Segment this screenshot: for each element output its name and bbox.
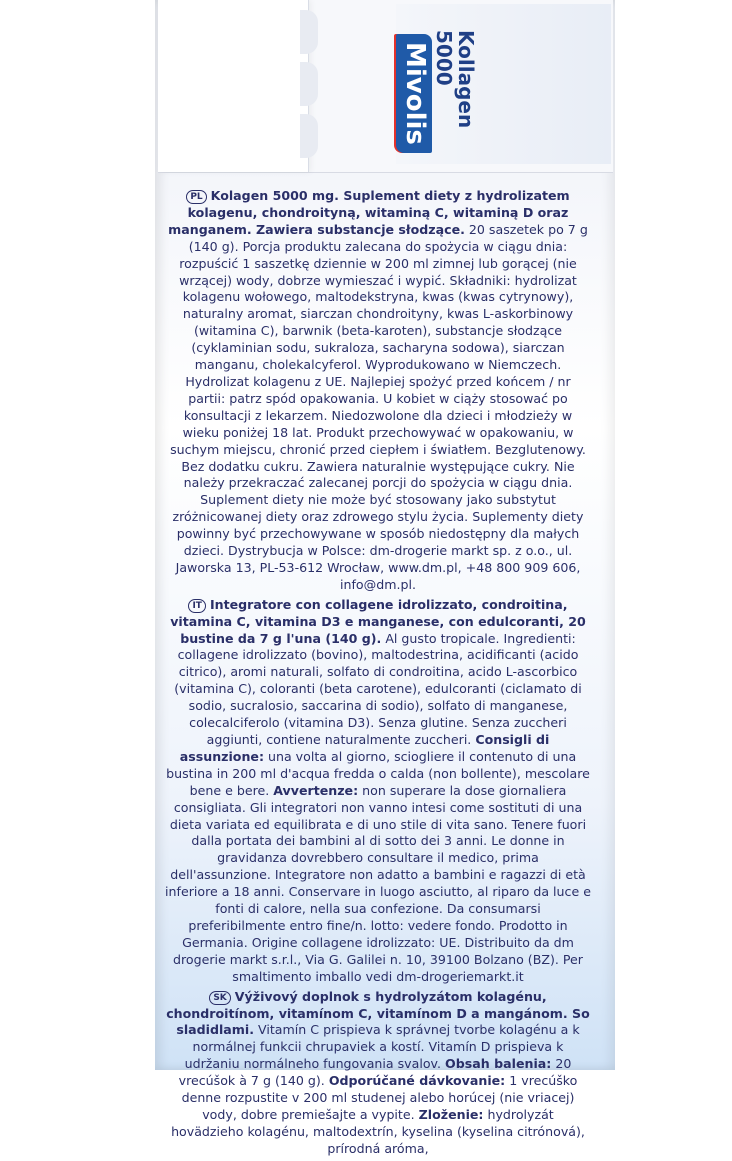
sk-body-2: 20 vrecúšok à 7 g (140 g). (178, 1056, 572, 1089)
pl-heading: Kolagen 5000 mg. Suplement diety z hydrolizatem kolagenu, chondroityną, witaminą C, witaminą D oraz manganem. Zawiera substancje słodzące. (168, 188, 570, 237)
brand-logo (392, 34, 432, 154)
sk-body-3: 1 vrecúško denne rozpustite v 200 ml studenej alebo horúcej (nie vriacej) vody, dobre premiešajte a vypite. (181, 1073, 578, 1122)
product-name-line2: 5000 (432, 30, 456, 86)
it-body-2: una volta al giorno, sciogliere il contenuto di una bustina in 200 ml d'acqua fredda o calda (non bollente), mescolare bene e bere. (166, 748, 590, 798)
it-warnings-heading: Avvertenze: (273, 782, 359, 798)
flap-notch (300, 114, 318, 158)
section-it (165, 597, 591, 986)
it-heading: Integratore con collagene idrolizzato, condroitina, vitamina C, vitamina D3 e manganese, con edulcoranti, 20 bustine da 7 g l'una (140 g). (170, 596, 586, 646)
language-badge-sk: SK (209, 991, 230, 1005)
flap-notch (300, 62, 318, 106)
it-body-1: Al gusto tropicale. Ingredienti: collagene idrolizzato (bovino), maltodestrina, acidificanti (acido citrico), aromi naturali, solfato di condroitina, acido L-ascorbico (vitamina C), coloranti (beta carotene), edulcoranti (ciclamato di sodio, sucralosio, saccarina di sodio), solfato di manganese, colecalciferolo (vitamina D3). Senza glutine. Senza zuccheri aggiunti, contiene naturalmente zuccheri. (174, 630, 582, 747)
section-pl (165, 188, 591, 594)
language-badge-pl: PL (186, 190, 206, 204)
sk-body-1: Vitamín C prispieva k správnej tvorbe kolagénu a k normálnej funkcii chrupaviek a kostí. Vitamín D prispieva k udržaniu normálneho fungovania svalov. (184, 1022, 580, 1072)
it-dosage-heading: Consigli di assunzione: (179, 732, 550, 764)
it-body-3: non superare la dose giornaliera consigliata. Gli integratori non vanno intesi come sostituti di una dieta variata ed equilibrata e di uno stile di vita sano. Tenere fuori dalla portata dei bambini al di sotto dei 3 anni. Le donne in gravidanza dovrebbero consultare il medico, prima dell'assunzione. Integratore non adatto a bambini e ragazzi di età inferiore a 18 anni. Conservare in luogo asciutto, al riparo da luce e fonti di calore, nella sua confezione. Da consumarsi preferibilmente entro fine/n. lotto: vedere fondo. Prodotto in Germania. Origine collagene idrolizzato: UE. Distribuito da dm drogerie markt s.r.l., Via G. Galilei n. 10, 39100 Bolzano (BZ). Per smaltimento imballo vedi dm-drogeriemarkt.it (165, 782, 591, 984)
flap-notch (300, 10, 318, 54)
sk-ingredients-heading: Zloženie: (418, 1106, 484, 1122)
sk-dosage-heading: Odporúčané dávkovanie: (328, 1073, 506, 1089)
sk-content-heading: Obsah balenia: (445, 1056, 552, 1072)
box-tuck-tab (158, 0, 309, 172)
label-text-panel (165, 188, 591, 1161)
brand-logo-text: Mivolis (396, 34, 432, 153)
language-badge-it: IT (188, 599, 206, 613)
pl-body: 20 saszetek po 7 g (140 g). Porcja produktu zalecana do spożycia w ciągu dnia: rozpuścić 1 saszetkę dziennie w 200 ml zimnej lub gorącej (nie wrzącej) wody, dobrze wymieszać i wypić. Składniki: hydrolizat kolagenu wołowego, maltodekstryna, kwas (kwas cytrynowy), naturalny aromat, siarczan chondroityny, kwas L-askorbinowy (witamina C), barwnik (beta-karoten), substancje słodzące (cyklaminian sodu, sukraloza, sacharyna sodowa), siarczan manganu, cholekalcyferol. Wyprodukowano w Niemczech. Hydrolizat kolagenu z UE. Najlepiej spożyć przed końcem / nr partii: patrz spód opakowania. U kobiet w ciąży stosować po konsultacji z lekarzem. Niedozwolone dla dzieci i młodzieży w wieku poniżej 18 lat. Produkt przechowywać w opakowaniu, w suchym miejscu, chronić przed ciepłem i światłem. Bezglutenowy. Bez dodatku cukru. Zawiera naturalnie występujące cukry. Nie należy przekraczać zalecanej porcji do spożycia w ciągu dnia. Suplement diety nie może być stosowany jako substytut zróżnicowanej diety oraz zdrowego stylu życia. Suplementy diety powinny być przechowywane w sposób niedostępny dla małych dzieci. Dystrybucja w Polsce: dm-drogerie markt sp. z o.o., ul. Jaworska 13, PL-53-612 Wrocław, www.dm.pl, +48 800 909 606, info@dm.pl. (170, 221, 588, 592)
product-name-line1: Kollagen (454, 30, 478, 129)
sk-heading: Výživový doplnok s hydrolyzátom kolagénu, chondroitínom, vitamínom C, vitamínom D a mangánom. So sladidlami. (166, 988, 590, 1038)
sk-body-4: hydrolyzát hovädzieho kolagénu, maltodextrín, kyselina (kyselina citrónová), prírodná aróma, (171, 1106, 585, 1156)
section-sk (165, 989, 591, 1158)
product-name (433, 30, 477, 128)
